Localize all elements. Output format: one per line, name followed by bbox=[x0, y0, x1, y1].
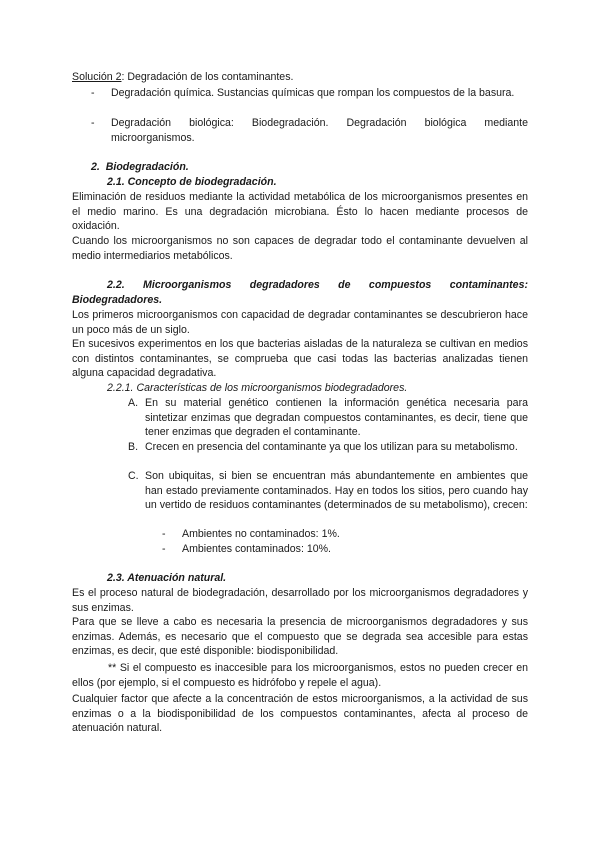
section-number: 2. bbox=[91, 161, 100, 173]
solution-line bbox=[72, 70, 528, 85]
section-heading bbox=[91, 160, 547, 175]
list-letter: A. bbox=[128, 397, 139, 409]
paragraph: En sucesivos experimentos en los que bacterias aisladas de la naturaleza se cultivan en medios con distintos contaminantes, se comprueba que casi todas las bacterias analizadas tienen alguna capacidad degradativa. bbox=[72, 338, 528, 380]
list-item-text: Crecen en presencia del contaminante ya que los utilizan para su metabolismo. bbox=[145, 441, 518, 453]
heading-word: 2.2. bbox=[107, 279, 125, 291]
bullet-dash: - bbox=[162, 543, 166, 555]
paragraph: Cualquier factor que afecte a la concentración de estos microorganismos, a la actividad de sus enzimas o a la biodisponibilidad de los compuestos contaminantes, afecta al proceso de atenuación natural. bbox=[72, 693, 528, 735]
list-letter: C. bbox=[128, 470, 139, 482]
heading-word: contaminantes: bbox=[449, 279, 528, 291]
list-item-text: Son ubiquitas, si bien se encuentran más abundantemente en ambientes que han estado previamente contaminados. Hay en todos los sitios, pero cuando hay un vertido de residuos contaminantes (determinados de su metabolismo), crecen: bbox=[145, 470, 528, 512]
note-paragraph: ** Si el compuesto es inaccesible para los microorganismos, estos no pueden crecer en ellos (por ejemplo, si el compuesto es hidrófobo y repele el agua). bbox=[72, 662, 528, 689]
paragraph: Eliminación de residuos mediante la actividad metabólica de los microorganismos presentes en el medio marino. Es una degradación microbiana. Ésto lo hacen mediante procesos de oxidación. bbox=[72, 191, 528, 233]
sub-list-item-text: Ambientes no contaminados: 1%. bbox=[182, 528, 340, 540]
section-title: Biodegradación. bbox=[105, 161, 189, 173]
heading-word: Microorganismos bbox=[143, 279, 232, 291]
bullet-dash: - bbox=[91, 87, 95, 99]
list-item-text: En su material genético contienen la información genética necesaria para sintetizar enzimas que degradan compuestos contaminantes, es decir, tiene que tener enzimas que degraden el contaminante. bbox=[145, 397, 528, 439]
heading-word: compuestos bbox=[368, 279, 432, 291]
paragraph: Es el proceso natural de biodegradación, desarrollado por los microorganismos degradadores y sus enzimas. bbox=[72, 587, 528, 614]
subsection-heading-cont: Biodegradadores. bbox=[72, 294, 163, 306]
bullet-dash: - bbox=[91, 117, 95, 129]
paragraph: Los primeros microorganismos con capacidad de degradar contaminantes se descubrieron hace un poco más de un siglo. bbox=[72, 309, 528, 336]
paragraph: Para que se lleve a cabo es necesaria la presencia de microorganismos degradadores y sus enzimas. Además, es necesario que el compuesto que se degrada sea accesible para estas enzimas, es decir, que esté disponible: biodisponibilidad. bbox=[72, 616, 528, 658]
list-letter: B. bbox=[128, 441, 139, 453]
subsection-heading bbox=[107, 278, 528, 293]
heading-word: degradadores bbox=[249, 279, 320, 291]
paragraph: Cuando los microorganismos no son capaces de degradar todo el contaminante devuelven al medio intermediarios metabólicos. bbox=[72, 235, 528, 262]
subsection-heading: 2.3. Atenuación natural. bbox=[107, 572, 227, 584]
list-item-text: Degradación biológica: Biodegradación. Degradación biológica mediante microorganismos. bbox=[111, 117, 528, 144]
heading-word: de bbox=[338, 279, 351, 291]
sub-list-item-text: Ambientes contaminados: 10%. bbox=[182, 543, 331, 555]
bullet-dash: - bbox=[162, 528, 166, 540]
subsubsection-heading: 2.2.1. Características de los microorganismos biodegradadores. bbox=[107, 382, 408, 394]
solution-label: Solución 2 bbox=[72, 71, 122, 83]
subsection-heading: 2.1. Concepto de biodegradación. bbox=[107, 176, 277, 188]
list-item-text: Degradación química. Sustancias químicas que rompan los compuestos de la basura. bbox=[111, 87, 515, 99]
solution-text: : Degradación de los contaminantes. bbox=[121, 71, 294, 83]
